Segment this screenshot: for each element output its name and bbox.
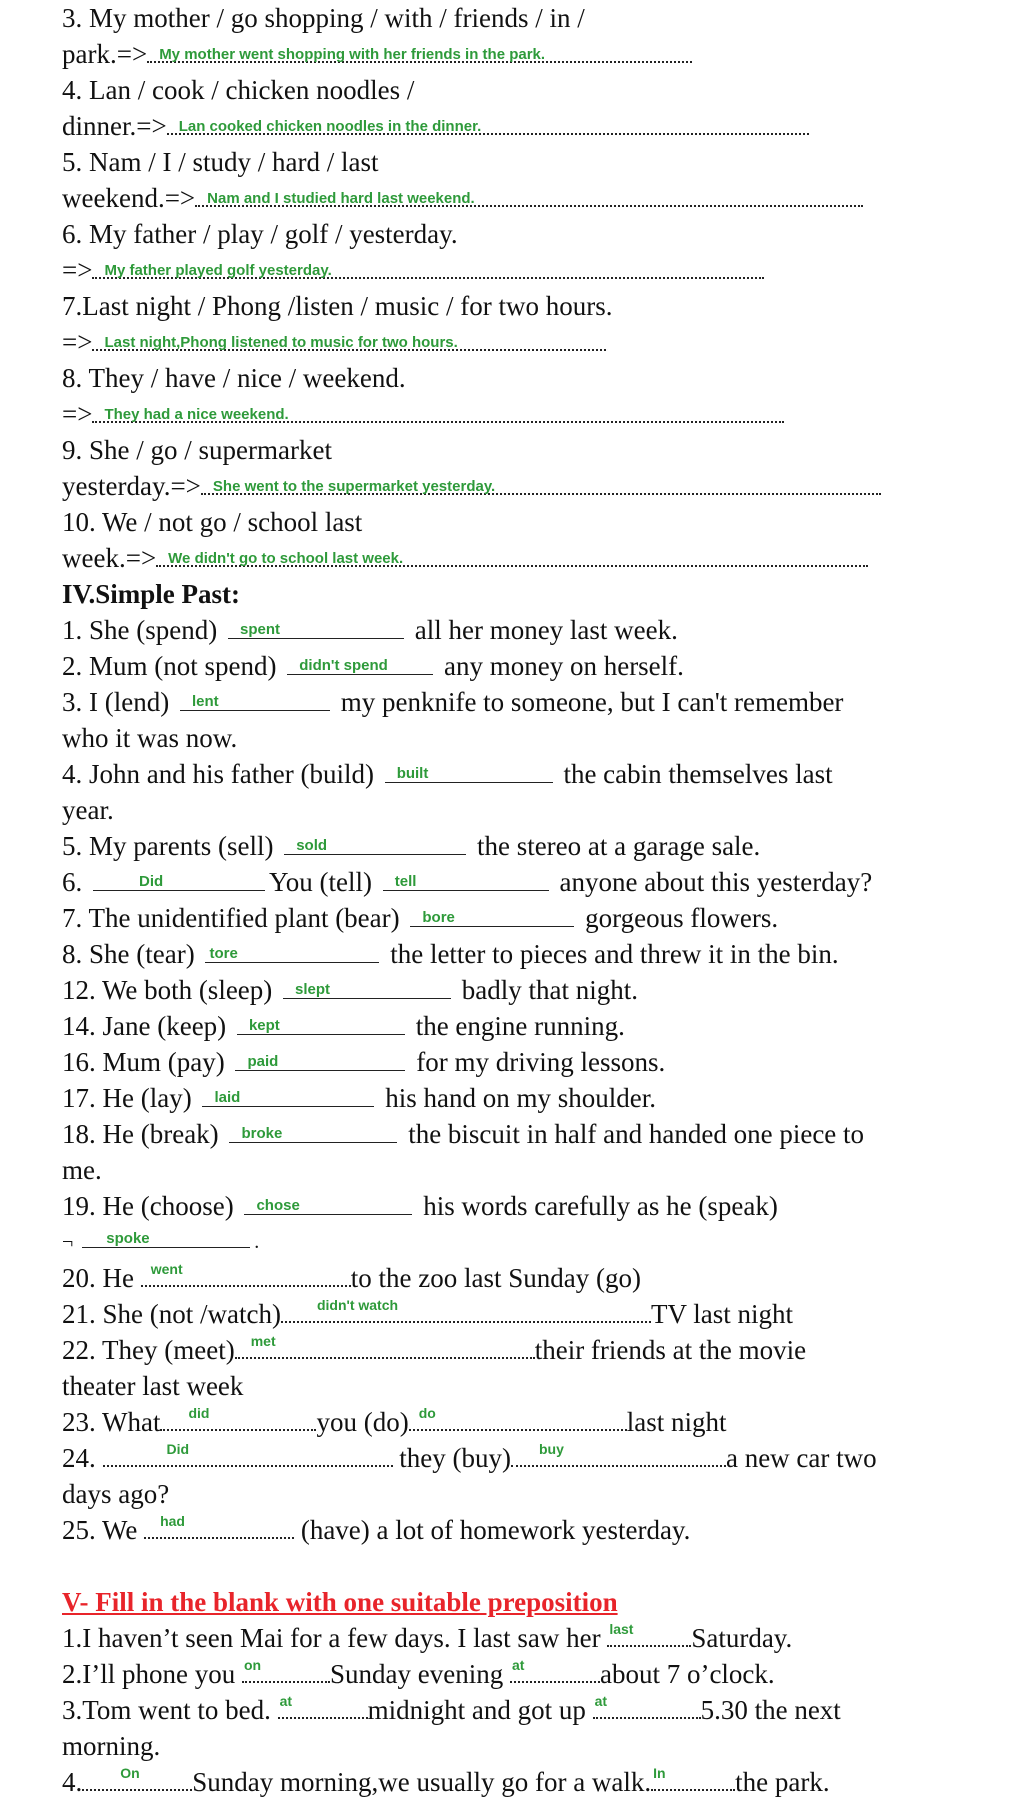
exercise-line-2: 2. Mum (not spend) didn't spend any money on herself.: [62, 651, 684, 681]
handwritten-answer: Nam and I studied hard last weekend.: [207, 190, 475, 207]
answer-dots[interactable]: [195, 185, 863, 207]
exercise-line-3-cont: who it was now.: [62, 723, 238, 753]
exercise-line-1: 1. She (spend) spent all her money last week.: [62, 615, 678, 645]
exercise-line-24-cont: days ago?: [62, 1479, 170, 1509]
exercise-line-22: 22. They (meet) met their friends at the movie: [62, 1333, 807, 1365]
answer-blank[interactable]: chose: [244, 1192, 412, 1215]
handwritten-answer: They had a nice weekend.: [104, 406, 289, 423]
exercise-line-22-cont: theater last week: [62, 1371, 244, 1401]
exercise-line-4-cont: year.: [62, 795, 114, 825]
answer-dots[interactable]: met: [235, 1335, 535, 1359]
answer-dots[interactable]: didn't watch: [281, 1299, 651, 1323]
exercise-line-6: 6. Did You (tell) tell anyone about this yesterday?: [62, 867, 873, 897]
answer-blank[interactable]: kept: [237, 1012, 405, 1035]
answer-lead: weekend.=>: [62, 183, 196, 213]
exercise-line-25: 25. We had (have) a lot of homework yesterday.: [62, 1513, 691, 1545]
handwritten-answer: My mother went shopping with her friends in the park.: [159, 46, 546, 63]
answer-dots[interactable]: [92, 401, 784, 423]
answer-lead: =>: [62, 399, 93, 429]
answer-dots[interactable]: On: [82, 1767, 192, 1791]
answer-dots[interactable]: last: [607, 1623, 691, 1647]
exercise-answer-line: [62, 36, 984, 72]
preposition-line-3: 3.Tom went to bed. at midnight and got up at 5.30 the next: [62, 1693, 841, 1725]
answer-blank[interactable]: sold: [284, 832, 466, 855]
answer-lead: park.=>: [62, 39, 148, 69]
exercise-line-23: 23. What did you (do) do last night: [62, 1405, 727, 1437]
answer-dots[interactable]: at: [278, 1695, 368, 1719]
answer-dots[interactable]: [92, 257, 764, 279]
exercise-answer-line: [62, 180, 984, 216]
exercise-line-4: 4. John and his father (build) built the cabin themselves last: [62, 759, 833, 789]
answer-dots[interactable]: Did: [103, 1443, 393, 1467]
answer-dots[interactable]: buy: [511, 1443, 726, 1467]
answer-dots[interactable]: did: [160, 1407, 316, 1431]
section-heading-simple-past: IV.Simple Past:: [62, 579, 241, 609]
answer-blank[interactable]: laid: [202, 1084, 374, 1107]
preposition-line-4: 4. On Sunday morning,we usually go for a walk. In the park.: [62, 1765, 830, 1797]
answer-blank[interactable]: lent: [180, 688, 330, 711]
preposition-line-2: 2.I’ll phone you on Sunday evening at about 7 o’clock.: [62, 1657, 775, 1689]
answer-lead: dinner.=>: [62, 111, 167, 141]
exercise-prompt: 4. Lan / cook / chicken noodles /: [62, 75, 415, 105]
answer-blank[interactable]: tell: [383, 868, 549, 891]
exercise-line-19-cont: ¬ spoke .: [62, 1224, 984, 1260]
exercise-answer-line: [62, 324, 984, 360]
answer-dots[interactable]: [147, 41, 692, 63]
answer-blank[interactable]: bore: [410, 904, 574, 927]
answer-lead: =>: [62, 255, 93, 285]
exercise-prompt: 7.Last night / Phong /listen / music / for two hours.: [62, 291, 613, 321]
handwritten-answer: Lan cooked chicken noodles in the dinner.: [178, 118, 482, 135]
answer-dots[interactable]: do: [409, 1407, 627, 1431]
answer-blank[interactable]: spent: [228, 616, 404, 639]
handwritten-answer: Last night,Phong listened to music for two hours.: [104, 334, 458, 351]
answer-dots[interactable]: had: [144, 1515, 294, 1539]
exercise-prompt: 5. Nam / I / study / hard / last: [62, 147, 379, 177]
exercise-line-16: 16. Mum (pay) paid for my driving lessons.: [62, 1047, 666, 1077]
exercise-line-21: 21. She (not /watch) didn't watch TV last night: [62, 1297, 793, 1329]
exercise-answer-line: [62, 108, 984, 144]
exercise-line-19: 19. He (choose) chose his words carefully as he (speak): [62, 1191, 778, 1221]
answer-dots[interactable]: at: [593, 1695, 701, 1719]
answer-blank[interactable]: tore: [205, 940, 379, 963]
exercise-answer-line: [62, 252, 984, 288]
answer-blank[interactable]: Did: [93, 868, 265, 891]
exercise-prompt: 8. They / have / nice / weekend.: [62, 363, 406, 393]
preposition-line-3-cont: morning.: [62, 1731, 161, 1761]
answer-dots[interactable]: [201, 473, 881, 495]
exercise-line-18: 18. He (break) broke the biscuit in half and handed one piece to: [62, 1119, 865, 1149]
answer-dots[interactable]: on: [242, 1659, 330, 1683]
answer-lead: yesterday.=>: [62, 471, 201, 501]
exercise-answer-line: [62, 468, 984, 504]
exercise-answer-line: [62, 540, 984, 576]
answer-blank[interactable]: paid: [235, 1048, 405, 1071]
exercise-answer-line: [62, 396, 984, 432]
exercise-line-17: 17. He (lay) laid his hand on my shoulder.: [62, 1083, 656, 1113]
answer-blank[interactable]: slept: [283, 976, 451, 999]
answer-dots[interactable]: [167, 113, 809, 135]
handwritten-answer: She went to the supermarket yesterday.: [212, 478, 496, 495]
answer-dots[interactable]: [92, 329, 606, 351]
exercise-line-24: 24. Did they (buy) buy a new car two: [62, 1441, 877, 1473]
exercise-line-3: 3. I (lend) lent my penknife to someone, but I can't remember: [62, 687, 844, 717]
exercise-prompt: 3. My mother / go shopping / with / friends / in /: [62, 3, 585, 33]
preposition-line-1: 1.I haven’t seen Mai for a few days. I last saw her last Saturday.: [62, 1621, 793, 1653]
section-heading-prepositions: V- Fill in the blank with one suitable preposition: [62, 1587, 618, 1617]
answer-dots[interactable]: In: [651, 1767, 735, 1791]
exercise-line-14: 14. Jane (keep) kept the engine running.: [62, 1011, 625, 1041]
exercise-line-20: 20. He went to the zoo last Sunday (go): [62, 1261, 641, 1293]
answer-dots[interactable]: [156, 545, 868, 567]
answer-blank[interactable]: didn't spend: [287, 652, 433, 675]
answer-lead: =>: [62, 327, 93, 357]
sentence-building-section: [62, 0, 984, 576]
answer-blank[interactable]: spoke: [82, 1225, 250, 1248]
answer-blank[interactable]: built: [385, 760, 553, 783]
answer-lead: week.=>: [62, 543, 157, 573]
exercise-line-7: 7. The unidentified plant (bear) bore gorgeous flowers.: [62, 903, 779, 933]
exercise-prompt: 6. My father / play / golf / yesterday.: [62, 219, 458, 249]
answer-dots[interactable]: at: [510, 1659, 600, 1683]
answer-dots[interactable]: went: [141, 1263, 351, 1287]
exercise-line-8: 8. She (tear) tore the letter to pieces and threw it in the bin.: [62, 939, 839, 969]
exercise-line-12: 12. We both (sleep) slept badly that night.: [62, 975, 639, 1005]
exercise-prompt: 9. She / go / supermarket: [62, 435, 332, 465]
exercise-prompt: 10. We / not go / school last: [62, 507, 363, 537]
exercise-line-5: 5. My parents (sell) sold the stereo at a garage sale.: [62, 831, 761, 861]
answer-blank[interactable]: broke: [229, 1120, 397, 1143]
handwritten-answer: My father played golf yesterday.: [104, 262, 332, 279]
handwritten-answer: We didn't go to school last week.: [168, 550, 404, 567]
exercise-line-18-cont: me.: [62, 1155, 102, 1185]
